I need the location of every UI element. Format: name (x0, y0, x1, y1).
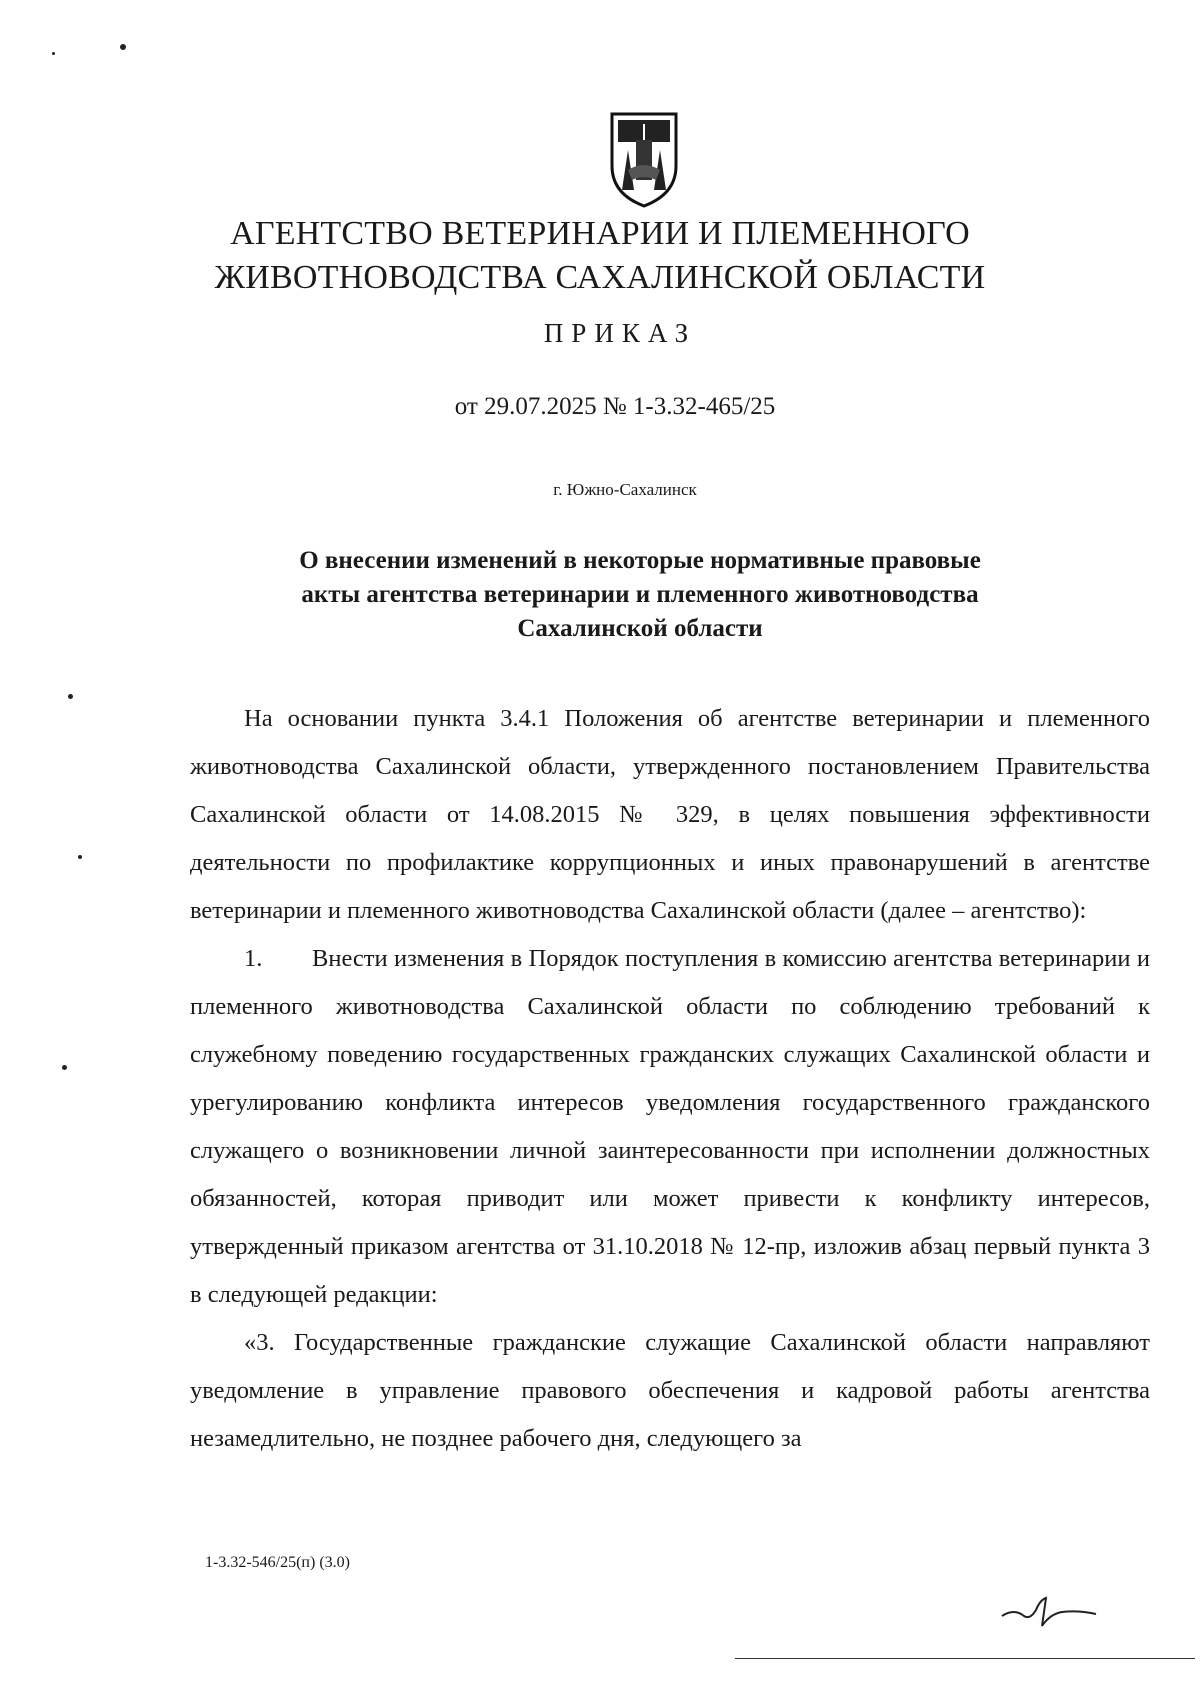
scan-speck (120, 44, 126, 50)
scan-speck (78, 855, 82, 859)
quote-paragraph: «3. Государственные гражданские служащие Сахалинской области направляют уведомление в управление правового обеспечения и кадровой работы агентства незамедлительно, не позднее рабочего дня, следующего за (190, 1329, 1150, 1452)
document-body (190, 695, 1150, 1463)
preamble-paragraph: На основании пункта 3.4.1 Положения об агентстве ветеринарии и племенного животноводства Сахалинской области, утвержденного постановлением Правительства Сахалинской области от 14.08.2015 № 329, в целях повышения эффективности деятельности по профилактике коррупционных и иных правонарушений в агентстве ветеринарии и племенного животноводства Сахалинской области (далее – агентство): (190, 705, 1150, 924)
subject-line1: О внесении изменений в некоторые нормативные правовые (299, 547, 981, 574)
subject-line3: Сахалинской области (517, 615, 763, 642)
agency-name-line1: АГЕНТСТВО ВЕТЕРИНАРИИ И ПЛЕМЕННОГО (230, 215, 970, 252)
signature-icon (1000, 1590, 1100, 1636)
item-1-text: Внести изменения в Порядок поступления в комиссию агентства ветеринарии и племенного животноводства Сахалинской области по соблюдению требований к служебному поведению государственных гражданских служащих Сахалинской области и урегулированию конфликта интересов уведомления государственного гражданского служащего о возникновении личной заинтересованности при исполнении должностных обязанностей, которая приводит или может привести к конфликту интересов, утвержденный приказом агентства от 31.10.2018 № 12-пр, изложив абзац первый пункта 3 в следующей редакции: (190, 945, 1150, 1308)
subject-line2: акты агентства ветеринарии и племенного животноводства (301, 581, 979, 608)
scan-speck (52, 52, 55, 55)
bottom-rule (735, 1658, 1195, 1659)
agency-name-line2: ЖИВОТНОВОДСТВА САХАЛИНСКОЙ ОБЛАСТИ (214, 259, 986, 296)
item-1-paragraph (190, 935, 1150, 1319)
item-1-number: 1. (244, 945, 263, 972)
document-type: ПРИКАЗ (543, 318, 697, 348)
scan-speck (62, 1065, 67, 1070)
document-number: от 29.07.2025 № 1-3.32-465/25 (454, 393, 776, 420)
scan-speck (68, 694, 73, 699)
footer-document-code: 1-3.32-546/25(п) (3.0) (205, 1554, 350, 1571)
document-city: г. Южно-Сахалинск (553, 480, 697, 499)
agency-name (180, 212, 1020, 300)
document-subject (240, 544, 1040, 646)
coat-of-arms-icon (608, 110, 680, 210)
